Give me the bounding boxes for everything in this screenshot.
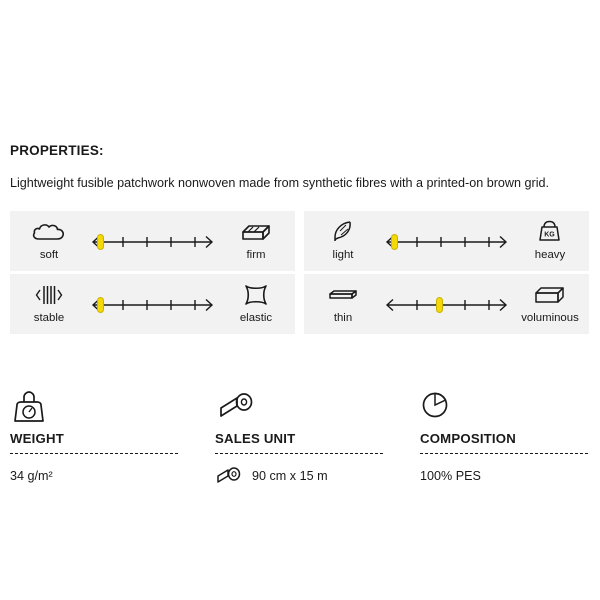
thin-layer-icon (306, 280, 380, 310)
scale-slider-soft-firm[interactable] (86, 233, 219, 253)
scale-slider-stable-elastic[interactable] (86, 296, 219, 316)
product-info-columns (10, 386, 590, 488)
property-scales (10, 211, 590, 337)
feather-icon (306, 217, 380, 247)
scale-right-end (219, 280, 293, 324)
product-description: Lightweight fusible patchwork nonwoven made from synthetic fibres with a printed-on brown grid. (10, 176, 550, 190)
info-title-composition: COMPOSITION (420, 431, 516, 446)
pie-chart-icon (420, 386, 590, 426)
info-title-sales-unit: SALES UNIT (215, 431, 296, 446)
scale-right-label: voluminous (521, 312, 579, 324)
cloud-icon (12, 217, 86, 247)
scale-stable-elastic (10, 274, 295, 334)
page-title: PROPERTIES: (10, 143, 104, 158)
scale-right-label: elastic (239, 312, 273, 324)
scale-soft-firm (10, 211, 295, 271)
scale-left-end (12, 217, 86, 261)
scale-slider-thin-voluminous[interactable] (380, 296, 513, 316)
stretch-fabric-icon (219, 280, 293, 310)
scale-left-label: stable (33, 312, 65, 324)
scale-right-end (513, 280, 587, 324)
info-column-weight (10, 386, 215, 488)
property-scale-row (10, 274, 590, 334)
scale-left-label: light (332, 249, 354, 261)
scale-right-label: firm (246, 249, 266, 261)
scale-icon (10, 386, 215, 426)
scale-left-end (306, 217, 380, 261)
stripes-icon (12, 280, 86, 310)
info-title-weight: WEIGHT (10, 431, 64, 446)
info-value-weight (10, 464, 215, 488)
weight-value: 34 g/m² (10, 469, 53, 483)
volume-block-icon (513, 280, 587, 310)
scale-slider-light-heavy[interactable] (380, 233, 513, 253)
property-scale-row (10, 211, 590, 271)
scale-left-end (306, 280, 380, 324)
info-column-composition (420, 386, 590, 488)
scale-marker[interactable] (97, 297, 104, 313)
composition-value: 100% PES (420, 469, 481, 483)
scale-marker[interactable] (97, 234, 104, 250)
brick-icon (219, 217, 293, 247)
fabric-roll-small-icon (215, 463, 245, 490)
scale-right-end (513, 217, 587, 261)
scale-right-label: heavy (534, 249, 566, 261)
kg-weight-icon (513, 217, 587, 247)
info-value-sales-unit (215, 464, 420, 488)
info-value-composition (420, 464, 590, 488)
scale-light-heavy (304, 211, 589, 271)
divider (420, 453, 588, 454)
scale-left-end (12, 280, 86, 324)
scale-thin-voluminous (304, 274, 589, 334)
svg-text:KG: KG (544, 231, 555, 239)
fabric-roll-icon (215, 386, 420, 426)
scale-left-label: soft (39, 249, 59, 261)
scale-left-label: thin (333, 312, 353, 324)
sales-unit-value: 90 cm x 15 m (252, 469, 328, 483)
scale-marker[interactable] (391, 234, 398, 250)
scale-right-end (219, 217, 293, 261)
info-column-sales-unit (215, 386, 420, 488)
divider (10, 453, 178, 454)
divider (215, 453, 383, 454)
scale-marker[interactable] (436, 297, 443, 313)
